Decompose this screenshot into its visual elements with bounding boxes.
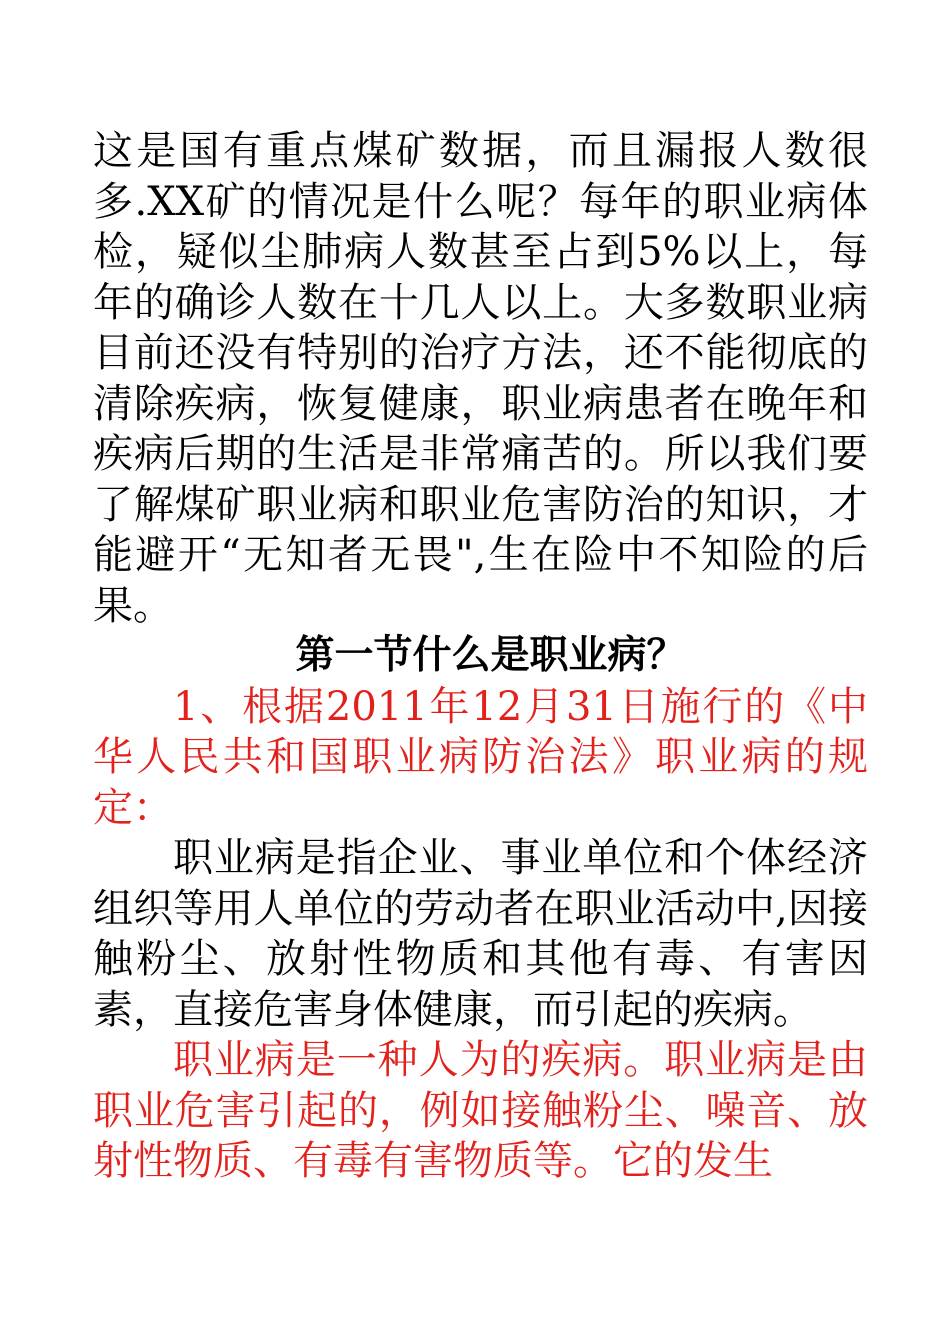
intro-paragraph: 这是国有重点煤矿数据，而且漏报人数很多.XX矿的情况是什么呢？每年的职业病体检，疑似尘肺病人数甚至占到5%以上，每年的确诊人数在十几人以上。大多数职业病目前还没有特别的治疗方法，还不能彻底的清除疾病，恢复健康，职业病患者在晚年和疾病后期的生活是非常痛苦的。所以我们要了解煤矿职业病和职业危害防治的知识，才能避开“无知者无畏",生在险中不知险的后果。 bbox=[93, 128, 868, 629]
law-reference-paragraph: 1、根据2011年12月31日施行的《中华人民共和国职业病防治法》职业病的规定： bbox=[93, 683, 868, 831]
section-heading: 第一节什么是职业病？ bbox=[295, 633, 686, 678]
definition-paragraph: 职业病是指企业、事业单位和个体经济组织等用人单位的劳动者在职业活动中,因接触粉尘、放射性物质和其他有毒、有害因素，直接危害身体健康，而引起的疾病。 bbox=[93, 835, 868, 1033]
emphasis-paragraph: 职业病是一种人为的疾病。职业病是由职业危害引起的，例如接触粉尘、噪音、放射性物质、有毒有害物质等。它的发生 bbox=[93, 1037, 868, 1184]
document-body bbox=[93, 126, 868, 1187]
